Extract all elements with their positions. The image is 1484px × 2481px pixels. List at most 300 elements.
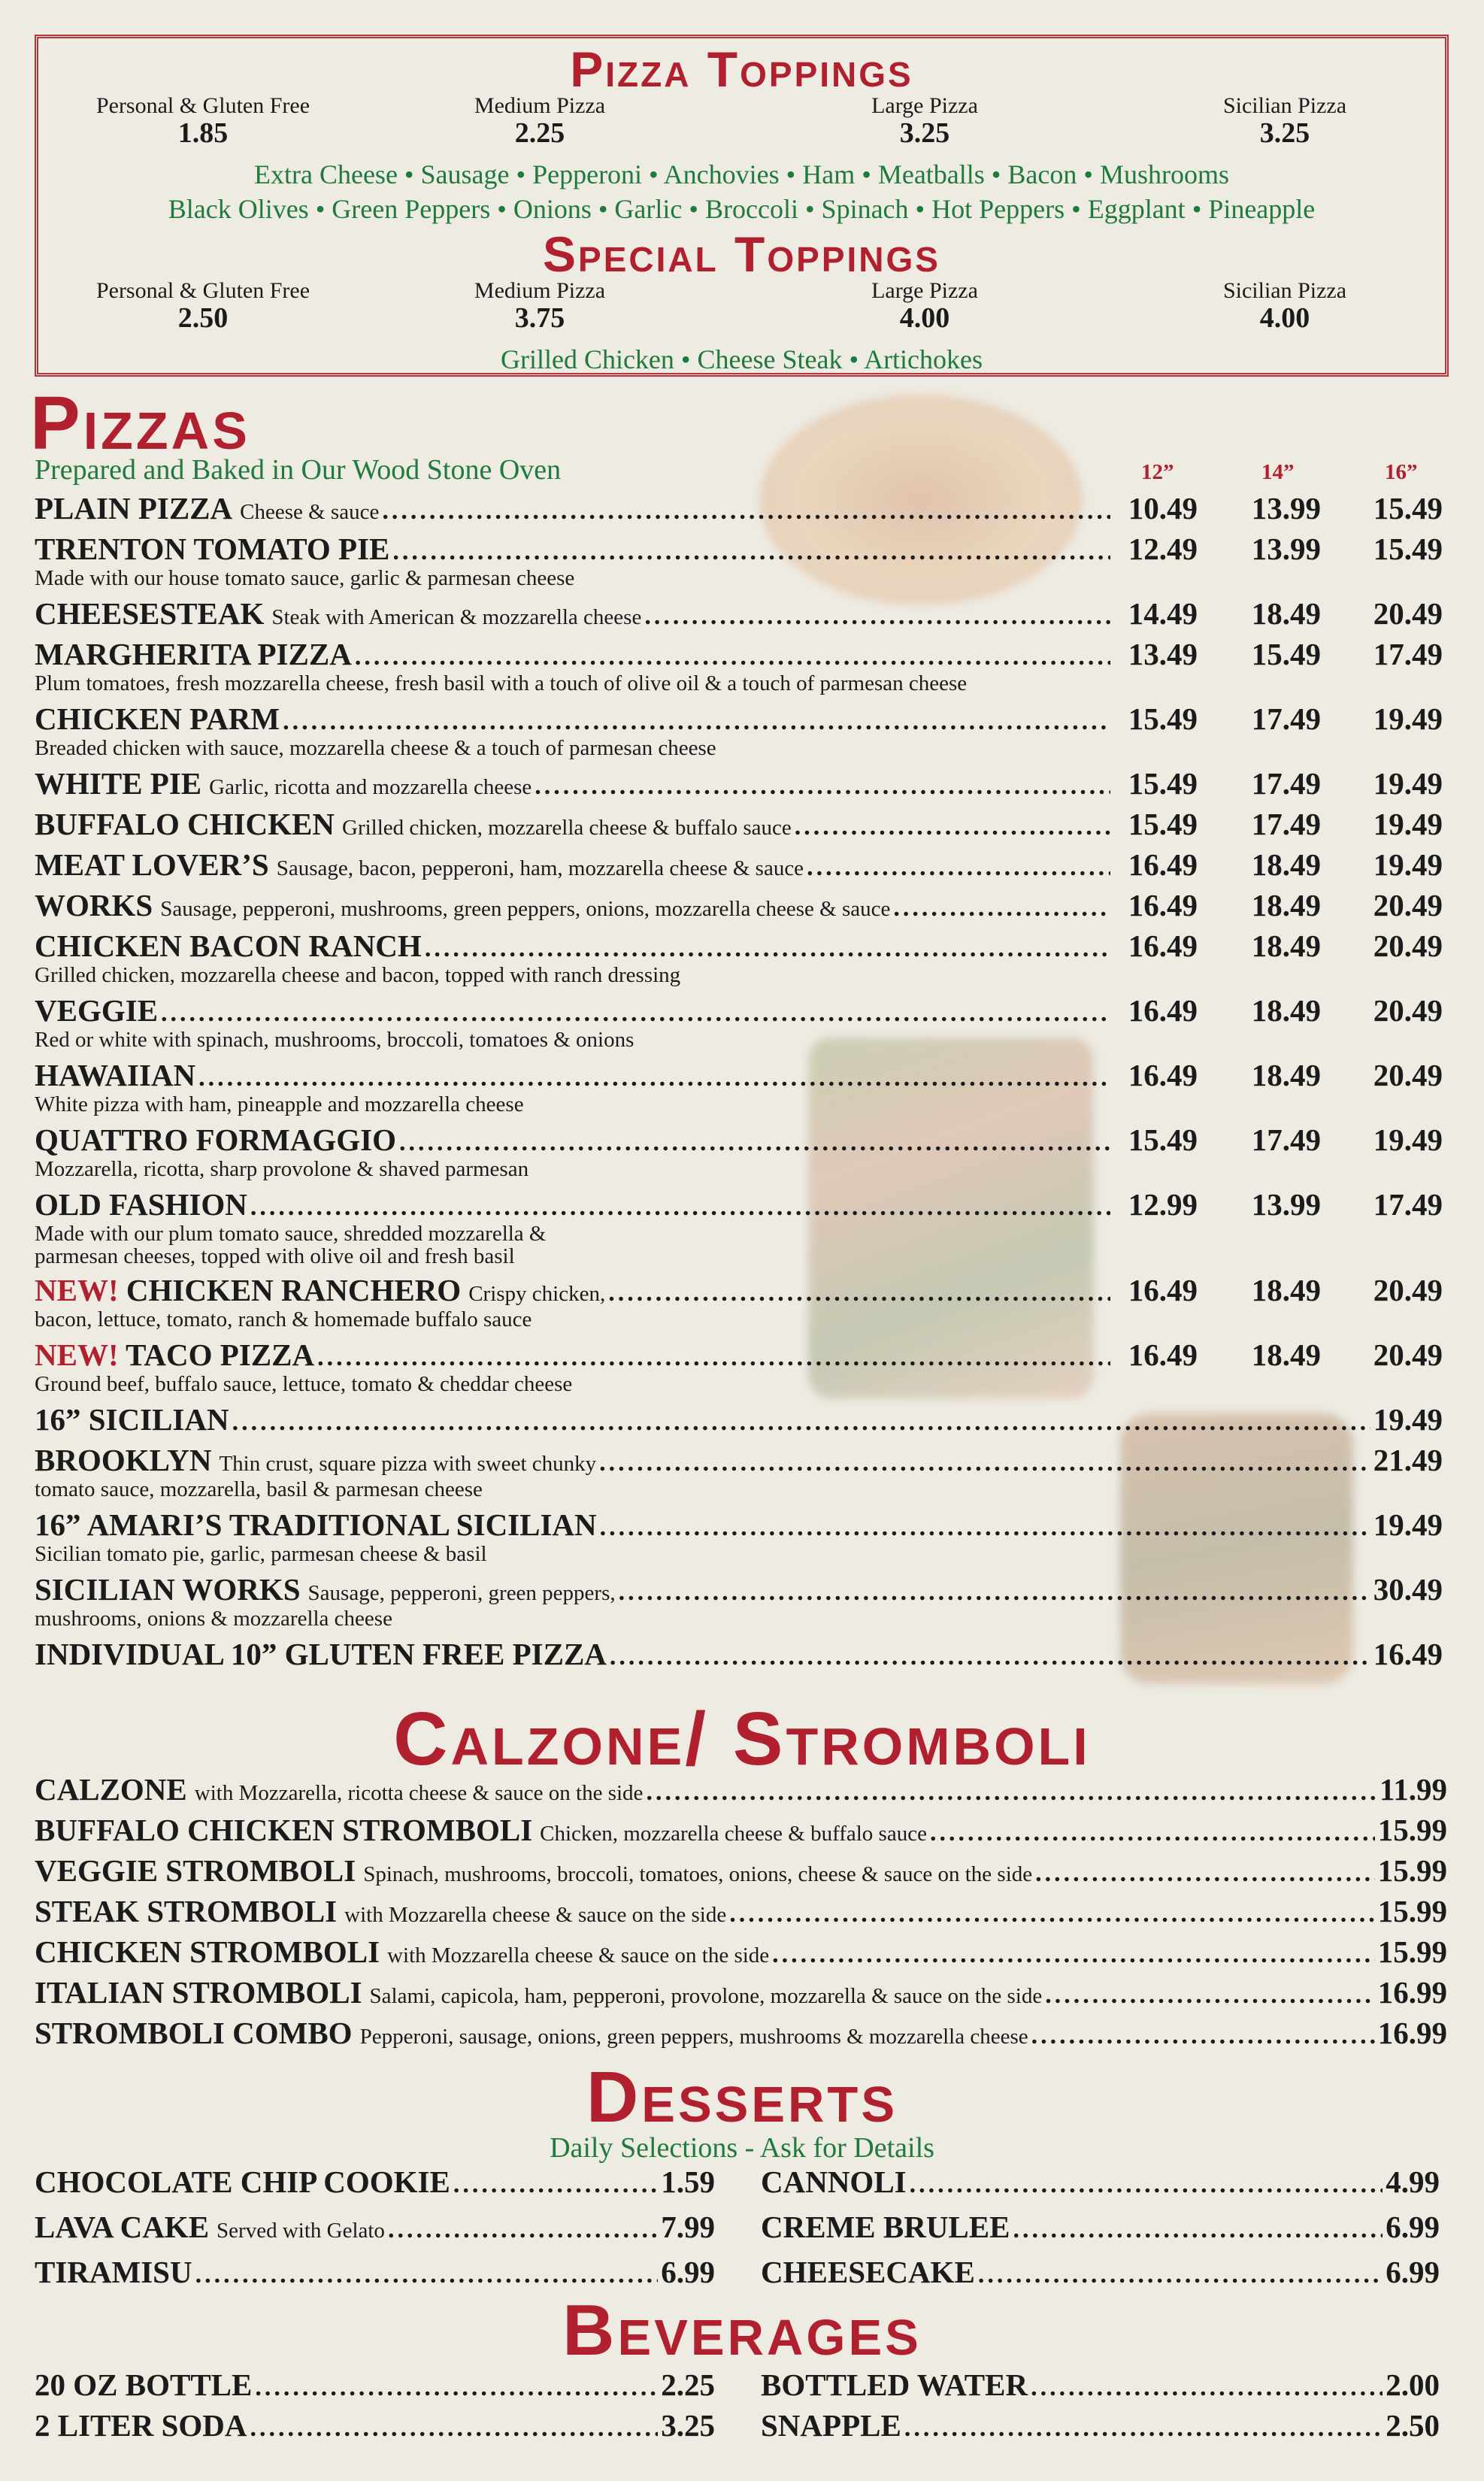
item-description: Breaded chicken with sauce, mozzarella cheese & a touch of parmesan cheese (35, 736, 716, 760)
item-description: Grilled chicken, mozzarella cheese and bacon, topped with ranch dressing (35, 963, 681, 987)
item-name (35, 636, 352, 672)
item-name-text: CALZONE (35, 1772, 187, 1807)
desserts-subtitle: Daily Selections - Ask for Details (550, 2132, 934, 2164)
beverages-left (35, 2367, 715, 2448)
dot-leader (382, 497, 1110, 526)
item-name (35, 1272, 461, 1308)
item-name-text: CHICKEN PARM (35, 701, 280, 736)
item-description: Sicilian tomato pie, garlic, parmesan cheese & basil (35, 1542, 487, 1566)
item-name (35, 2015, 353, 2051)
size-column (389, 279, 690, 333)
pizza-toppings-title: Pizza Toppings (570, 41, 913, 97)
item-price: 13.99 (1251, 1187, 1321, 1222)
size-header-12: 12” (1141, 460, 1174, 484)
item-row (35, 1571, 1443, 1607)
item-price: 16.49 (1128, 993, 1198, 1028)
item-name (35, 1507, 597, 1543)
item-name (35, 1401, 229, 1437)
item-price: 15.99 (1377, 1894, 1447, 1928)
item-row (35, 1812, 1447, 1848)
item-price: 15.49 (1373, 532, 1443, 566)
toppings-list-1: Extra Cheese • Sausage • Pepperoni • Anchovies • Ham • Meatballs • Bacon • Mushrooms (254, 159, 1229, 189)
item-price: 18.49 (1251, 596, 1321, 631)
item-row (35, 1974, 1447, 2010)
menu-item (35, 1401, 1443, 1442)
item-price: 19.49 (1373, 1507, 1443, 1542)
item-name (35, 595, 264, 632)
item-price: 16.49 (1128, 928, 1198, 963)
item-row (35, 1893, 1447, 1929)
item-row (35, 1934, 1447, 1970)
dot-leader (392, 538, 1110, 566)
item-name-text: CHICKEN RANCHERO (126, 1273, 462, 1307)
item-row (35, 887, 1443, 923)
menu-item (35, 2407, 715, 2448)
dot-leader (161, 999, 1110, 1028)
item-row (35, 701, 1443, 737)
item-price: 16.49 (1128, 847, 1198, 882)
item-name-text: TRENTON TOMATO PIE (35, 532, 390, 566)
item-price: 18.49 (1251, 928, 1321, 963)
item-row (35, 1771, 1447, 1807)
item-row (35, 765, 1443, 801)
item-row (761, 2407, 1440, 2443)
item-name (35, 1974, 362, 2010)
item-row (35, 1057, 1443, 1093)
dot-leader (893, 894, 1110, 922)
item-description: Spinach, mushrooms, broccoli, tomatoes, onions, cheese & sauce on the side (363, 1862, 1033, 1886)
dot-leader (355, 643, 1110, 671)
item-name (35, 847, 269, 883)
item-row (35, 2254, 715, 2290)
item-price: 30.49 (1373, 1572, 1443, 1607)
item-price: 6.99 (1386, 2255, 1440, 2289)
item-description: Cheese & sauce (240, 500, 380, 524)
desserts-right (761, 2164, 1440, 2299)
item-description: Crispy chicken, (468, 1282, 606, 1306)
item-name-text: OLD FASHION (35, 1187, 247, 1222)
item-name (35, 765, 201, 801)
size-column (389, 94, 690, 148)
item-price: 17.49 (1251, 1122, 1321, 1157)
item-name-text: BOTTLED WATER (761, 2367, 1028, 2402)
item-row (35, 1186, 1443, 1222)
item-name-text: QUATTRO FORMAGGIO (35, 1122, 396, 1157)
item-name (35, 1636, 607, 1672)
special-toppings-title: Special Toppings (543, 226, 940, 282)
item-row (35, 1852, 1447, 1889)
menu-item (35, 1122, 1443, 1186)
item-name-text: CHEESESTEAK (35, 596, 265, 631)
item-name-text: PLAIN PIZZA (35, 491, 233, 526)
item-price: 2.25 (661, 2367, 715, 2402)
item-price: 18.49 (1251, 1337, 1321, 1372)
item-price: 16.49 (1128, 1273, 1198, 1307)
item-name-text: 16” AMARI’S TRADITIONAL SICILIAN (35, 1507, 597, 1542)
item-name-text: WHITE PIE (35, 766, 202, 801)
item-name (761, 2367, 1028, 2403)
pizza-list (35, 490, 1443, 1677)
item-row (35, 1636, 1443, 1672)
item-name (35, 2164, 450, 2200)
item-description: Sausage, bacon, pepperoni, ham, mozzarella cheese & sauce (276, 856, 804, 880)
item-name-text: WORKS (35, 888, 153, 922)
item-row (35, 2015, 1447, 2051)
item-row (35, 2407, 715, 2443)
item-description: Mozzarella, ricotta, sharp provolone & shaved parmesan (35, 1157, 529, 1181)
item-name-text: STROMBOLI COMBO (35, 2016, 353, 2050)
item-description: with Mozzarella cheese & sauce on the side (344, 1903, 727, 1927)
menu-item (35, 2164, 715, 2209)
item-name-text: BROOKLYN (35, 1443, 212, 1477)
item-price: 18.49 (1251, 993, 1321, 1028)
item-price: 20.49 (1373, 993, 1443, 1028)
beverages-title: Beverages (562, 2290, 922, 2370)
dot-leader (772, 1940, 1375, 1969)
size-column (774, 94, 1075, 148)
item-description: Garlic, ricotta and mozzarella cheese (209, 775, 532, 799)
menu-item (35, 1812, 1447, 1852)
new-badge: NEW! (35, 1273, 119, 1307)
dot-leader (250, 1193, 1110, 1222)
menu-item (35, 1571, 1443, 1636)
item-price: 17.49 (1251, 807, 1321, 841)
item-row (35, 595, 1443, 632)
item-row (35, 1272, 1443, 1308)
item-row (761, 2209, 1440, 2245)
menu-item (35, 887, 1443, 928)
topping-prices (38, 94, 1445, 157)
item-price: 16.99 (1377, 2016, 1447, 2050)
menu-item (35, 2209, 715, 2254)
size-column (774, 279, 1075, 333)
item-name (35, 1186, 247, 1222)
dot-leader (904, 2414, 1383, 2443)
item-description: Sausage, pepperoni, mushrooms, green peppers, onions, mozzarella cheese & sauce (160, 897, 891, 921)
pizzas-title: Pizzas (30, 381, 250, 465)
item-price: 15.49 (1128, 807, 1198, 841)
item-description: parmesan cheeses, topped with olive oil and fresh basil (35, 1244, 515, 1268)
dot-leader (930, 1819, 1375, 1847)
dot-leader (600, 1513, 1370, 1542)
item-name (35, 1442, 211, 1478)
item-description: White pizza with ham, pineapple and mozzarella cheese (35, 1092, 524, 1116)
item-name-text: CANNOLI (761, 2164, 907, 2199)
item-description: Sausage, pepperoni, green peppers, (307, 1581, 616, 1605)
item-row (35, 992, 1443, 1028)
size-price: 3.75 (514, 302, 565, 334)
dot-leader (795, 813, 1110, 841)
item-description: Pepperoni, sausage, onions, green peppers, mushrooms & mozzarella cheese (359, 2025, 1028, 2049)
item-price: 19.49 (1373, 1402, 1443, 1437)
item-row (761, 2164, 1440, 2200)
toppings-list-2: Black Olives • Green Peppers • Onions • Garlic • Broccoli • Spinach • Hot Peppers • Eggplant • Pineapple (168, 194, 1316, 224)
item-price: 6.99 (661, 2255, 715, 2289)
item-name (35, 1934, 380, 1970)
menu-item (35, 1974, 1447, 2015)
item-price: 18.49 (1251, 1273, 1321, 1307)
size-column (53, 94, 353, 148)
menu-item (35, 1771, 1447, 1812)
item-name-text: MEAT LOVER’S (35, 847, 269, 882)
size-price: 3.25 (1259, 117, 1310, 149)
item-price: 20.49 (1373, 928, 1443, 963)
dot-leader (255, 2373, 658, 2402)
item-name (35, 1771, 187, 1807)
dot-leader (644, 602, 1110, 631)
item-price: 2.00 (1386, 2367, 1440, 2402)
size-column (53, 279, 353, 333)
item-name-text: HAWAIIAN (35, 1058, 196, 1092)
item-name-text: 2 LITER SODA (35, 2408, 247, 2443)
item-row (35, 847, 1443, 883)
item-row (35, 1122, 1443, 1158)
item-name (35, 1812, 532, 1848)
item-name (35, 887, 153, 923)
dot-leader (198, 1064, 1110, 1092)
item-description: Ground beef, buffalo sauce, lettuce, tomato & cheddar cheese (35, 1372, 573, 1396)
item-description: Served with Gelato (217, 2219, 385, 2243)
menu-item (35, 1057, 1443, 1122)
menu-item (35, 1636, 1443, 1677)
dot-leader (608, 1279, 1110, 1307)
item-price: 18.49 (1251, 847, 1321, 882)
item-name-text: STEAK STROMBOLI (35, 1894, 338, 1928)
size-label: Medium Pizza (474, 278, 606, 303)
menu-item (35, 1186, 1443, 1272)
item-price: 18.49 (1251, 1058, 1321, 1092)
item-price: 16.49 (1128, 888, 1198, 922)
item-price: 12.99 (1128, 1187, 1198, 1222)
dot-leader (399, 1128, 1110, 1157)
dot-leader (978, 2261, 1383, 2289)
item-name-text: SICILIAN WORKS (35, 1572, 301, 1607)
dot-leader (453, 2170, 658, 2199)
item-name-text: CHEESECAKE (761, 2255, 975, 2289)
dot-leader (610, 1643, 1370, 1671)
menu-item (35, 992, 1443, 1057)
item-description: Steak with American & mozzarella cheese (271, 605, 642, 629)
item-name (35, 531, 389, 567)
item-name (35, 1337, 314, 1373)
menu-item (761, 2209, 1440, 2254)
size-label: Large Pizza (871, 278, 978, 303)
size-label: Personal & Gluten Free (95, 278, 310, 303)
size-price: 2.25 (514, 117, 565, 149)
item-price: 6.99 (1386, 2210, 1440, 2244)
item-row (761, 2254, 1440, 2290)
menu-item (761, 2367, 1440, 2407)
item-name-text: BUFFALO CHICKEN STROMBOLI (35, 1813, 533, 1847)
item-name-text: LAVA CAKE (35, 2210, 210, 2244)
item-description: with Mozzarella cheese & sauce on the side (387, 1943, 770, 1968)
item-name-text: CHOCOLATE CHIP COOKIE (35, 2164, 450, 2199)
size-column (1134, 94, 1435, 148)
item-price: 20.49 (1373, 1273, 1443, 1307)
item-price: 7.99 (661, 2210, 715, 2244)
dot-leader (535, 772, 1110, 801)
menu-item (35, 1893, 1447, 1934)
item-price: 19.49 (1373, 1122, 1443, 1157)
size-header-16: 16” (1385, 460, 1418, 484)
item-price: 20.49 (1373, 1337, 1443, 1372)
item-name (761, 2254, 975, 2290)
item-price: 17.49 (1251, 701, 1321, 736)
dot-leader (195, 2261, 659, 2289)
item-name (35, 490, 232, 526)
dot-leader (317, 1343, 1110, 1372)
special-topping-prices (38, 279, 1445, 342)
item-row (35, 1442, 1443, 1478)
menu-item (35, 490, 1443, 531)
item-name (761, 2209, 1010, 2245)
dot-leader (1035, 1859, 1375, 1888)
special-toppings-list: Grilled Chicken • Cheese Steak • Artichokes (500, 344, 983, 374)
item-price: 13.99 (1251, 532, 1321, 566)
item-price: 13.49 (1128, 637, 1198, 671)
item-row (35, 928, 1443, 964)
item-price: 1.59 (661, 2164, 715, 2199)
item-name-text: 20 OZ BOTTLE (35, 2367, 253, 2402)
item-price: 15.99 (1377, 1813, 1447, 1847)
dot-leader (425, 935, 1110, 963)
item-name (761, 2164, 907, 2200)
item-name-text: CHICKEN BACON RANCH (35, 928, 422, 963)
item-name (35, 1571, 301, 1607)
item-price: 20.49 (1373, 1058, 1443, 1092)
item-description: Chicken, mozzarella cheese & buffalo sauce (540, 1822, 927, 1846)
menu-item (35, 1507, 1443, 1571)
item-name (761, 2407, 901, 2443)
dot-leader (1031, 2373, 1383, 2402)
item-description: tomato sauce, mozzarella, basil & parmesan cheese (35, 1477, 483, 1501)
item-price: 15.49 (1128, 1122, 1198, 1157)
item-name (35, 2407, 247, 2443)
item-row (35, 490, 1443, 526)
item-price: 15.49 (1251, 637, 1321, 671)
item-name (35, 2209, 209, 2245)
item-name (35, 806, 335, 842)
dot-leader (910, 2170, 1383, 2199)
item-row (35, 2209, 715, 2245)
item-price: 16.49 (1128, 1337, 1198, 1372)
item-price: 15.99 (1377, 1934, 1447, 1969)
dot-leader (729, 1900, 1375, 1928)
menu-item (35, 531, 1443, 595)
size-label: Personal & Gluten Free (95, 93, 310, 118)
item-price: 15.49 (1128, 701, 1198, 736)
item-name (35, 2254, 192, 2290)
item-description: Salami, capicola, ham, pepperoni, provolone, mozzarella & sauce on the side (369, 1984, 1043, 2008)
menu-item (35, 1442, 1443, 1507)
menu-item (35, 2015, 1447, 2055)
item-name-text: 16” SICILIAN (35, 1402, 229, 1437)
menu-item (35, 1337, 1443, 1401)
item-name-text: VEGGIE STROMBOLI (35, 1853, 356, 1888)
dot-leader (619, 1578, 1370, 1607)
item-description: Made with our plum tomato sauce, shredded mozzarella & (35, 1222, 547, 1246)
menu-item (35, 847, 1443, 887)
item-name-text: SNAPPLE (761, 2408, 901, 2443)
item-price: 14.49 (1128, 596, 1198, 631)
item-name-text: ITALIAN STROMBOLI (35, 1975, 362, 2010)
menu-item (35, 1934, 1447, 1974)
item-price: 21.49 (1373, 1443, 1443, 1477)
item-price: 10.49 (1128, 491, 1198, 526)
pizzas-subtitle: Prepared and Baked in Our Wood Stone Oven (35, 454, 562, 486)
dot-leader (283, 707, 1110, 736)
menu-item (35, 636, 1443, 701)
item-description: Made with our house tomato sauce, garlic & parmesan cheese (35, 566, 575, 590)
size-price: 2.50 (177, 302, 229, 334)
size-price: 1.85 (177, 117, 229, 149)
size-price: 4.00 (1259, 302, 1310, 334)
item-name (35, 701, 280, 737)
dot-leader (388, 2216, 658, 2244)
item-row (35, 1337, 1443, 1373)
size-header-14: 14” (1261, 460, 1295, 484)
item-price: 12.49 (1128, 532, 1198, 566)
menu-item (35, 595, 1443, 636)
item-name-text: INDIVIDUAL 10” GLUTEN FREE PIZZA (35, 1637, 607, 1671)
item-name-text: CHICKEN STROMBOLI (35, 1934, 380, 1969)
size-label: Sicilian Pizza (1222, 278, 1347, 303)
menu-item (761, 2407, 1440, 2448)
calzone-title: Calzone/ Stromboli (393, 1697, 1091, 1781)
item-name (35, 2367, 252, 2403)
item-name (35, 1122, 396, 1158)
item-price: 16.49 (1128, 1058, 1198, 1092)
size-label: Sicilian Pizza (1222, 93, 1347, 118)
menu-item (35, 806, 1443, 847)
item-name-text: VEGGIE (35, 993, 159, 1028)
dot-leader (646, 1778, 1376, 1807)
menu-item (35, 2367, 715, 2407)
menu-item (35, 701, 1443, 765)
item-row (35, 1507, 1443, 1543)
item-name (35, 928, 422, 964)
item-price: 11.99 (1380, 1772, 1447, 1807)
item-price: 19.49 (1373, 807, 1443, 841)
item-row (35, 2164, 715, 2200)
item-description: Red or white with spinach, mushrooms, broccoli, tomatoes & onions (35, 1028, 634, 1052)
size-label: Medium Pizza (474, 93, 606, 118)
item-description: Grilled chicken, mozzarella cheese & buffalo sauce (342, 816, 792, 840)
item-name-text: CREME BRULEE (761, 2210, 1010, 2244)
item-price: 15.99 (1377, 1853, 1447, 1888)
item-price: 20.49 (1373, 888, 1443, 922)
dot-leader (1031, 2022, 1375, 2050)
dot-leader (1013, 2216, 1383, 2244)
item-price: 15.49 (1128, 766, 1198, 801)
desserts-left (35, 2164, 715, 2299)
item-name-text: BUFFALO CHICKEN (35, 807, 335, 841)
item-name (35, 992, 158, 1028)
dot-leader (250, 2414, 659, 2443)
menu-item (35, 765, 1443, 806)
item-name-text: TIRAMISU (35, 2255, 192, 2289)
item-price: 3.25 (661, 2408, 715, 2443)
desserts-title: Desserts (586, 2057, 898, 2137)
item-row (35, 531, 1443, 567)
item-price: 13.99 (1251, 491, 1321, 526)
item-price: 17.49 (1373, 1187, 1443, 1222)
beverages-right (761, 2367, 1440, 2448)
item-name-text: MARGHERITA PIZZA (35, 637, 352, 671)
dot-leader (807, 853, 1110, 882)
item-row (35, 636, 1443, 672)
item-price: 20.49 (1373, 596, 1443, 631)
